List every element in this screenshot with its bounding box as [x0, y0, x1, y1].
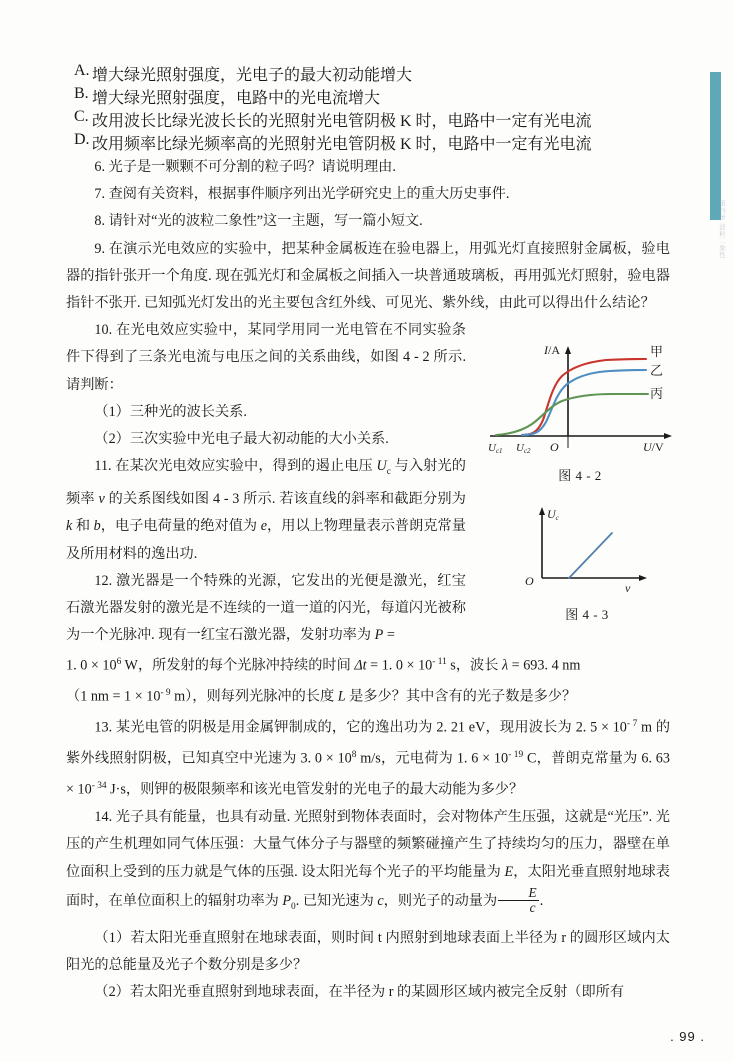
- q12-nm-exponent: - 9: [160, 688, 171, 699]
- question-10-part-2: （2）三次实验中光电子最大初动能的大小关系.: [94, 431, 389, 448]
- symbol-energy-E: E: [504, 863, 514, 880]
- figure-4-2-tick-uc2: Uc2: [516, 442, 531, 455]
- option-a: [66, 62, 670, 85]
- symbol-length-L: L: [337, 689, 346, 706]
- figure-4-2-caption: 图 4 - 2: [558, 468, 602, 483]
- symbol-power-P0: $P_0$: [282, 892, 296, 912]
- figure-4-2-ylabel: I/A: [544, 343, 560, 357]
- question-14: [66, 804, 670, 921]
- figure-4-2-svg: [480, 340, 680, 458]
- symbol-intercept-b: b: [93, 518, 101, 535]
- figure-4-3-origin: O: [525, 574, 534, 588]
- q12-nm-unit: m）: [170, 689, 193, 706]
- question-7: 7. 查阅有关资料，根据事件顺序列出光学研究史上的重大历史事件.: [94, 186, 510, 203]
- q12-power-unit: W: [121, 658, 138, 675]
- question-12-text-a: 12. 激光器是一个特殊的光源，它发出的光便是激光，红宝石激光器发射的激光是不连续的一道一道的闪光，每道闪光被称为一个光脉冲. 现有一红宝石激光器，发射功率为: [66, 572, 466, 644]
- q12-power-value: 1. 0 × 10: [66, 658, 117, 675]
- question-11-text-f: ，用以上物理量表示普朗克常量及所用材料的逸出功.: [66, 518, 466, 562]
- question-13-text-d: C，普朗克常量为 6. 63 × 10: [66, 751, 670, 798]
- q12-nm-definition: （1 nm = 1 × 10: [66, 689, 161, 706]
- q13-exp-3: - 19: [508, 750, 524, 761]
- symbol-lambda: λ: [501, 658, 509, 675]
- option-c: [66, 108, 670, 131]
- question-11-text-b: 与入射光的频率: [66, 458, 466, 508]
- chapter-edge-tab: [710, 72, 721, 220]
- question-14-part-1: （1）若太阳光垂直照射在地球表面，则时间 t 内照射到地球表面上半径为 r 的圆形区域内太阳光的总能量及光子个数分别是多少？: [66, 929, 670, 974]
- figure-4-3: [492, 492, 682, 623]
- figure-4-2: [480, 340, 680, 484]
- figure-4-2-legend-bing: 丙: [650, 386, 664, 401]
- question-10: 10. 在光电效应实验中，某同学用同一光电管在不同实验条件下得到了三条光电流与电压之间的关系曲线，如图 4 - 2 所示. 请判断：: [66, 322, 466, 393]
- question-13-text-c: m/s，元电荷为 1. 6 × 10: [356, 751, 509, 768]
- figure-4-3-xlabel: ν: [625, 581, 631, 595]
- option-d-label: D.: [74, 131, 90, 148]
- option-d: [66, 131, 670, 154]
- figure-4-2-xlabel: U/V: [643, 440, 664, 454]
- fraction-period: .: [539, 892, 544, 909]
- question-14-text-c: . 已知光速为: [295, 892, 378, 909]
- question-11-text-a: 11. 在某次光电效应实验中，得到的遏止电压: [94, 458, 377, 475]
- option-a-label: A.: [74, 62, 90, 79]
- symbol-slope-k: k: [66, 518, 73, 535]
- question-14-text-d: ，则光子的动量为: [383, 892, 498, 909]
- q12-dt-exponent: - 11: [432, 657, 447, 668]
- symbol-power-P: P: [374, 627, 384, 644]
- question-14-text-a: 14. 光子具有能量，也具有动量. 光照射到物体表面时，会对物体产生压强，这就是“光压”. 光压的产生机理如同气体压强：大量气体分子与器壁的频繁碰撞产生了持续均匀的压力，器壁在单位面积上受到的压力就是气体的压强. 设太阳光每个光子的平均能量为: [66, 809, 670, 880]
- question-11-text-c: 的关系图线如图 4 - 3 所示. 若该直线的斜率和截距分别为: [104, 491, 466, 508]
- option-c-label: C.: [74, 108, 89, 125]
- q12-dt-value: = 1. 0 × 10: [366, 658, 433, 675]
- question-12-text-c: ，波长: [455, 658, 502, 675]
- question-12-text-e: 是多少？其中含有的光子数是多少？: [345, 689, 577, 706]
- figure-4-2-origin: O: [550, 440, 559, 454]
- fraction-denominator: c: [529, 899, 536, 915]
- figure-4-3-ylabel: Uc: [547, 507, 559, 522]
- question-14-part-2: （2）若太阳光垂直照射到地球表面，在半径为 r 的某圆形区域内被完全反射（即所有: [94, 984, 625, 1001]
- momentum-fraction: [498, 886, 539, 915]
- q13-exp-1: - 7: [626, 719, 638, 730]
- option-b-label: B.: [74, 85, 89, 102]
- q13-exp-2: 8: [351, 750, 357, 761]
- option-d-text: 改用频率比绿光频率高的光照射光电管阴极 K 时，电路中一定有光电流: [92, 136, 592, 153]
- page-number: . 99 .: [670, 1029, 705, 1044]
- question-12-body: [66, 649, 670, 711]
- q13-exp-4: - 34: [91, 781, 107, 792]
- question-11-text-d: 和: [72, 518, 94, 535]
- question-14-text-b: ，太阳光垂直照射地球表面时，在单位面积上的辐射功率为: [66, 863, 670, 909]
- symbol-delta-t: Δt: [354, 658, 367, 675]
- question-11: [66, 453, 466, 568]
- question-11-text-e: ，电子电荷量的绝对值为: [100, 518, 261, 535]
- question-10-part-1: （1）三种光的波长关系.: [94, 403, 247, 420]
- question-13-text-b: m 的紫外线照射阴极，已知真空中光速为 3. 0 × 10: [66, 720, 671, 768]
- symbol-charge-e: e: [260, 518, 267, 535]
- figure-4-2-legend-yi: 乙: [650, 363, 664, 378]
- figure-4-3-svg: [492, 492, 682, 597]
- q12-dt-unit: s: [446, 658, 456, 675]
- question-9: 9. 在演示光电效应的实验中，把某种金属板连在验电器上，用弧光灯直接照射金属板，验电器的指针张开一个角度. 现在弧光灯和金属板之间插入一块普通玻璃板，再用弧光灯照射，验电器指针不张开. 已知弧光灯发出的光主要包含红外线、可见光、紫外线，由此可以得出什么结论？: [66, 240, 670, 312]
- figure-4-2-tick-uc1: Uc1: [488, 442, 503, 455]
- q12-lambda-value: = 693. 4 nm: [508, 658, 581, 675]
- question-6: 6. 光子是一颗颗不可分割的粒子吗？请说明理由.: [94, 159, 396, 175]
- option-b: [66, 85, 670, 108]
- chapter-edge-label: 第四章 波粒二象性: [718, 200, 725, 259]
- question-12-text-b: ，所发射的每个光脉冲持续的时间: [137, 658, 355, 675]
- option-a-text: 增大绿光照射强度，光电子的最大初动能增大: [92, 67, 413, 84]
- question-8: 8. 请针对“光的波粒二象性”这一主题，写一篇小短文.: [94, 213, 423, 230]
- symbol-stopping-voltage: $U_c$: [376, 458, 391, 478]
- option-b-text: 增大绿光照射强度，电路中的光电流增大: [92, 90, 381, 107]
- q12-power-exponent: 6: [116, 657, 122, 668]
- symbol-frequency: ν: [98, 491, 105, 508]
- fraction-numerator: E: [498, 886, 539, 901]
- question-13-text-e: J·s，则钾的极限频率和该光电管发射的光电子的最大动能为多少？: [106, 781, 524, 798]
- figure-4-3-caption: 图 4 - 3: [565, 607, 609, 622]
- question-13-text-a: 13. 某光电管的阴极是用金属钾制成的，它的逸出功为 2. 21 eV，现用波长为 2. 5 × 10: [94, 720, 627, 737]
- question-13: [66, 711, 670, 804]
- question-12-text-d: ，则每列光脉冲的长度: [192, 689, 338, 706]
- symbol-speed-c: c: [377, 892, 384, 909]
- figure-4-2-legend-jia: 甲: [650, 344, 664, 359]
- option-c-text: 改用波长比绿光波长长的光照射光电管阴极 K 时，电路中一定有光电流: [92, 113, 592, 130]
- question-12-head: 12. 激光器是一个特殊的光源，它发出的光便是激光，红宝石激光器发射的激光是不连续的一道一道的闪光，每道闪光被称为一个光脉冲. 现有一红宝石激光器，发射功率为 P =: [66, 572, 466, 644]
